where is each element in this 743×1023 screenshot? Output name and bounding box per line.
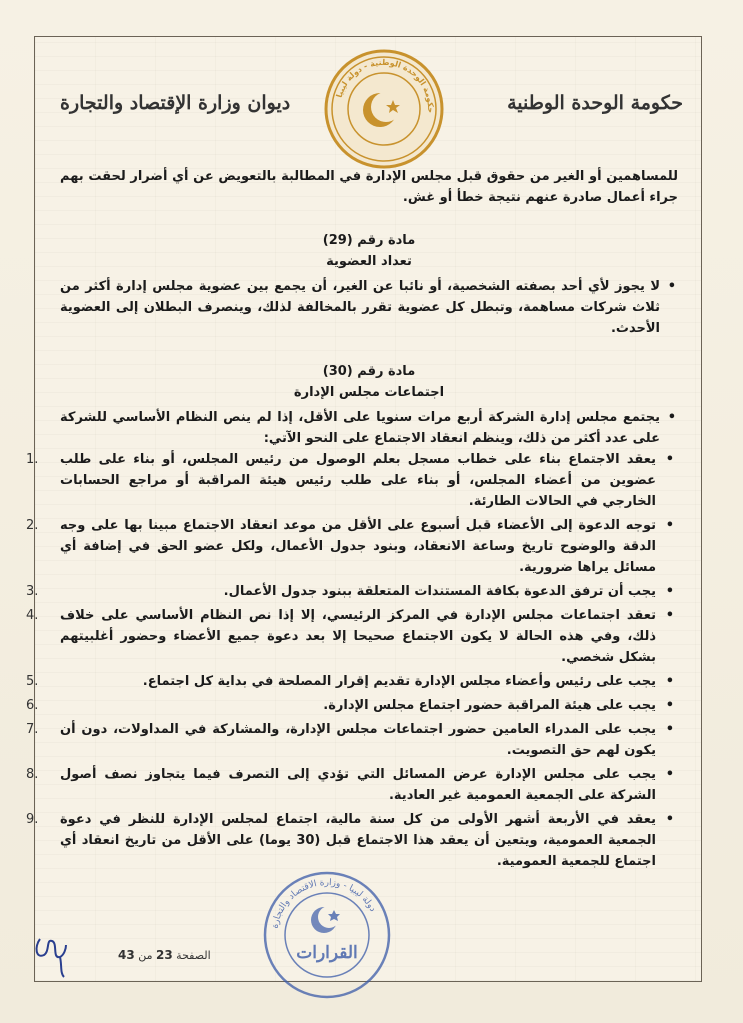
article-30-item xyxy=(26,809,678,872)
bullet-icon: • xyxy=(665,674,674,689)
article-30-item xyxy=(26,764,678,806)
bullet-icon: • xyxy=(665,722,674,737)
article-30-item xyxy=(26,605,678,668)
emblem-ring-text: حكومة الوحدة الوطنية - دولة ليبيا xyxy=(334,57,436,114)
article-30-item xyxy=(26,581,678,602)
bullet-icon: • xyxy=(665,767,674,782)
item-text: تعقد اجتماعات مجلس الإدارة في المركز الرئيسي، إلا إذا نص النظام الأساسي على خلاف ذلك، وفي هذه الحالة لا يكون الاجتماع صحيحا إلا بعد دعوة جميع الأعضاء وحضور أغلبيتهم بشكل شخصي. xyxy=(60,608,656,665)
item-text: يجب على رئيس وأعضاء مجلس الإدارة تقديم إقرار المصلحة في بداية كل اجتماع. xyxy=(142,674,656,689)
item-number: 2. xyxy=(26,518,39,533)
item-text: توجه الدعوة إلى الأعضاء قبل أسبوع على الأقل من موعد انعقاد الاجتماع مبينا بها على وجه الدقة والوضوح تاريخ وساعة الانعقاد، وبنود جدول الأعمال، ولكل عضو الحق في إضافة أي مسائل يراها ضرورية. xyxy=(60,518,656,575)
item-number: 9. xyxy=(26,812,39,827)
article-29-title: تعداد العضوية xyxy=(326,254,412,269)
article-30-item xyxy=(26,695,678,716)
government-emblem-icon xyxy=(323,48,445,170)
ministry-title: ديوان وزارة الإقتصاد والتجارة xyxy=(60,92,291,114)
item-number: 4. xyxy=(26,608,39,623)
page-total: 43 xyxy=(118,948,135,962)
bullet-icon: • xyxy=(665,452,674,467)
item-text: يجب على هيئة المراقبة حضور اجتماع مجلس الإدارة. xyxy=(323,698,656,713)
article-30-item xyxy=(26,671,678,692)
bullet-icon: • xyxy=(665,584,674,599)
article-30-item xyxy=(26,515,678,578)
article-30-title: اجتماعات مجلس الإدارة xyxy=(293,385,445,400)
bullet-icon: • xyxy=(667,410,676,425)
article-30-item xyxy=(26,449,678,512)
item-text: يجب على المدراء العامين حضور اجتماعات مجلس الإدارة، والمشاركة في المداولات، دون أن يكون لهم حق التصويت. xyxy=(60,722,656,758)
article-30-intro: • يجتمع مجلس إدارة الشركة أربع مرات سنويا على الأقل، إذا لم ينص النظام الأساسي للشركة على عدد أكثر من ذلك، وينظم انعقاد الاجتماع على النحو الآتي: xyxy=(60,407,678,449)
item-number: 1. xyxy=(26,452,39,467)
item-text: يجب أن ترفق الدعوة بكافة المستندات المتعلقة ببنود جدول الأعمال. xyxy=(223,584,656,599)
bullet-icon: • xyxy=(667,279,676,294)
signature-icon xyxy=(30,925,80,980)
document-body xyxy=(26,166,678,875)
item-text: يجب على مجلس الإدارة عرض المسائل التي تؤدي إلى التصرف فيما يتجاوز نصف أصول الشركة على الجمعية العمومية غير العادية. xyxy=(60,767,656,803)
page-of: من xyxy=(138,949,153,962)
item-number: 3. xyxy=(26,584,39,599)
item-number: 6. xyxy=(26,698,39,713)
bullet-icon: • xyxy=(665,698,674,713)
article-30-item xyxy=(26,719,678,761)
item-number: 5. xyxy=(26,674,39,689)
ministry-stamp-icon xyxy=(262,870,392,1000)
stamp-ring-text: دولة ليبيا - وزارة الاقتصاد والتجارة xyxy=(270,877,378,930)
stamp-label: القرارات xyxy=(296,943,358,963)
bullet-icon: • xyxy=(665,812,674,827)
item-number: 7. xyxy=(26,722,39,737)
bullet-icon: • xyxy=(665,518,674,533)
page-current: 23 xyxy=(155,948,173,962)
page-label: الصفحة xyxy=(176,949,211,962)
item-text: يعقد الاجتماع بناء على خطاب مسجل بعلم الوصول من رئيس المجلس، أو بناء على طلب عضوين من أعضاء المجلس، أو بناء على طلب رئيس هيئة المراقبة أو مراجع الحسابات الخارجي في الحالات الطارئة. xyxy=(60,452,656,509)
government-title: حكومة الوحدة الوطنية xyxy=(507,92,683,114)
article-30-items xyxy=(26,449,678,875)
article-29-text: • لا يجوز لأي أحد بصفته الشخصية، أو نائبا عن الغير، أن يجمع بين عضوية مجلس إدارة أكثر من ثلاث شركات مساهمة، وتبطل كل عضوية تقرر بالمخالفة لذلك، وينصرف البطلان إلى العضوية الأحدث. xyxy=(60,276,678,339)
article-30-number: مادة رقم (30) xyxy=(322,364,416,379)
page-number xyxy=(118,948,211,962)
item-number: 8. xyxy=(26,767,39,782)
bullet-icon: • xyxy=(665,608,674,623)
article-29-number: مادة رقم (29) xyxy=(322,233,416,248)
intro-paragraph: للمساهمين أو الغير من حقوق قبل مجلس الإدارة في المطالبة بالتعويض عن أي أضرار لحقت بهم جراء أعمال صادرة عنهم نتيجة خطأ أو غش. xyxy=(60,169,678,205)
item-text: يعقد في الأربعة أشهر الأولى من كل سنة مالية، اجتماع لمجلس الإدارة للنظر في دعوة الجمعية العمومية، ويتعين أن يعقد هذا الاجتماع قبل (30 يوما) على الأقل من تاريخ انعقاد أي اجتماع للجمعية العمومية. xyxy=(60,812,656,869)
